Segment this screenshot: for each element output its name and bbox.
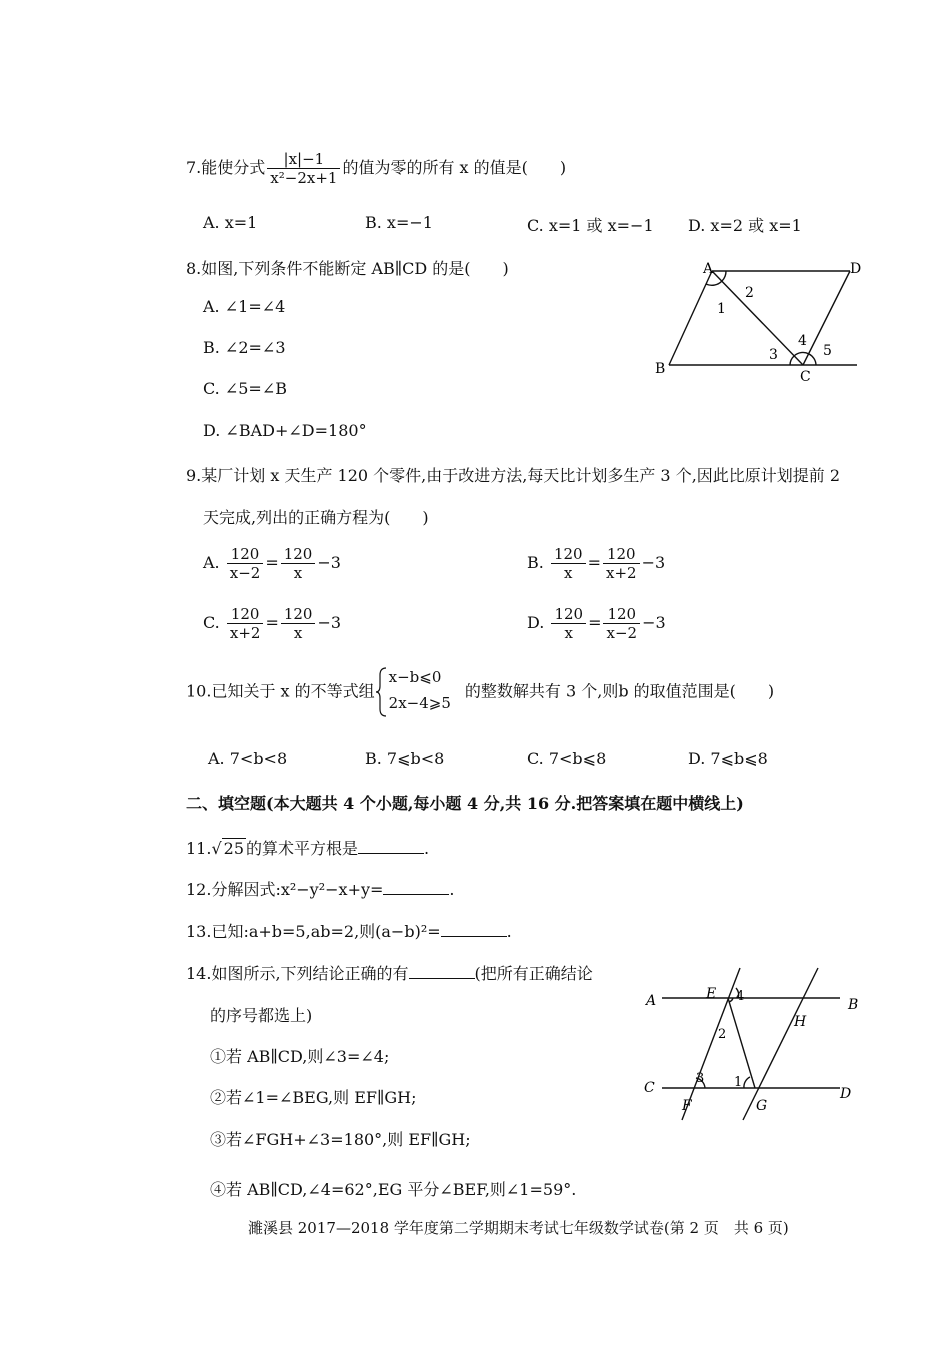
q14-answer-blank[interactable] xyxy=(409,964,475,979)
q8-angle-5: 5 xyxy=(823,343,832,359)
q14-item-3: ③若∠FGH+∠3=180°,则 EF∥GH; xyxy=(210,1130,471,1149)
q9-d-d1: x xyxy=(564,624,573,642)
q11-prefix: 11. xyxy=(186,839,212,858)
q14-label-f: F xyxy=(682,1098,692,1114)
q10-option-c: C. 7<b⩽8 xyxy=(527,749,607,768)
q8-option-b: B. ∠2=∠3 xyxy=(203,338,286,357)
q14-angle-3: 3 xyxy=(696,1071,705,1086)
q7-fraction xyxy=(267,150,340,187)
q11-suffix: 的算术平方根是 xyxy=(246,839,359,858)
q7-frac-den: x²−2x+1 xyxy=(270,169,338,187)
q12-answer-blank[interactable] xyxy=(383,880,449,895)
q9-b-label: B. xyxy=(527,553,544,572)
q9-a-n1: 120 xyxy=(227,545,264,564)
q9-c-label: C. xyxy=(203,613,220,632)
q9-c-frac2 xyxy=(281,605,316,642)
q9-line1: 9.某厂计划 x 天生产 120 个零件,由于改进方法,每天比计划多生产 3 个,因此比原计划提前 2 xyxy=(186,466,841,485)
q9-line2: 天完成,列出的正确方程为( ) xyxy=(203,508,429,527)
q9-a-d1: x−2 xyxy=(229,564,261,582)
q9-option-d xyxy=(527,605,666,642)
q9-b-n2: 120 xyxy=(603,545,640,564)
q8-option-c: C. ∠5=∠B xyxy=(203,379,287,398)
q14-item-4: ④若 AB∥CD,∠4=62°,EG 平分∠BEF,则∠1=59°. xyxy=(210,1180,577,1199)
q14-label-h: H xyxy=(794,1014,807,1030)
q14-figure xyxy=(640,962,870,1132)
q9-b-tail: −3 xyxy=(641,553,666,572)
q8-angle-4: 4 xyxy=(798,333,807,349)
q9-d-frac2 xyxy=(603,605,640,642)
q11-answer-blank[interactable] xyxy=(358,839,424,854)
q9-d-tail: −3 xyxy=(642,613,666,632)
q10-prefix: 10.已知关于 x 的不等式组 xyxy=(186,681,375,701)
q10-suffix: 的整数解共有 3 个,则b 的取值范围是( ) xyxy=(464,681,775,701)
q11-sqrt: √ 25 xyxy=(211,839,245,858)
q9-d-label: D. xyxy=(527,613,545,632)
q9-c-frac1 xyxy=(227,605,264,642)
q14-label-g: G xyxy=(756,1098,768,1114)
q13-end: . xyxy=(506,922,512,941)
q7-option-a: A. x=1 xyxy=(203,213,258,232)
q9-d-frac1 xyxy=(551,605,586,642)
q8-label-b: B xyxy=(655,361,666,377)
q7-suffix: 的值为零的所有 x 的值是( ) xyxy=(342,158,567,177)
q9-b-frac2 xyxy=(603,545,640,582)
page-footer: 濉溪县 2017—2018 学年度第二学期期末考试七年级数学试卷(第 2 页 共 6 页) xyxy=(248,1219,789,1237)
q9-c-eq: = xyxy=(265,613,279,632)
q14-line1a: 14.如图所示,下列结论正确的有 xyxy=(186,964,409,983)
q9-option-c xyxy=(203,605,341,642)
q9-c-n1: 120 xyxy=(227,605,264,624)
q12-text: 12.分解因式:x²−y²−x+y= xyxy=(186,880,384,899)
q13-text: 13.已知:a+b=5,ab=2,则(a−b)²= xyxy=(186,922,441,941)
q14-label-b: B xyxy=(848,997,859,1013)
q8-option-d: D. ∠BAD+∠D=180° xyxy=(203,421,367,440)
q9-a-eq: = xyxy=(265,553,279,572)
q9-d-d2: x−2 xyxy=(606,624,638,642)
q8-angle-3: 3 xyxy=(769,347,778,363)
q9-b-d2: x+2 xyxy=(605,564,637,582)
q9-c-d2: x xyxy=(293,624,303,642)
q9-a-frac1 xyxy=(227,545,264,582)
q7-option-d: D. x=2 或 x=1 xyxy=(688,216,802,235)
q14-label-e: E xyxy=(706,986,717,1002)
q8-option-a: A. ∠1=∠4 xyxy=(203,297,286,316)
q8-figure xyxy=(645,255,870,385)
q14-angle-4: 4 xyxy=(736,989,745,1004)
q9-a-d2: x xyxy=(293,564,303,582)
q10-option-a: A. 7<b<8 xyxy=(208,749,288,768)
q14-line2: 的序号都选上) xyxy=(210,1006,313,1025)
section-2-heading: 二、填空题(本大题共 4 个小题,每小题 4 分,共 16 分.把答案填在题中横线上) xyxy=(186,794,744,813)
q8-label-d: D xyxy=(850,261,862,277)
q14-label-c: C xyxy=(644,1080,655,1096)
q9-option-b xyxy=(527,545,665,582)
q14-label-d: D xyxy=(840,1086,852,1102)
q8-angle-1: 1 xyxy=(717,301,726,317)
q9-c-n2: 120 xyxy=(281,605,316,624)
q9-option-a xyxy=(203,545,341,582)
q7-option-b: B. x=−1 xyxy=(365,213,433,232)
q10-ineq-1: x−b⩽0 xyxy=(388,668,442,686)
q9-b-n1: 120 xyxy=(551,545,586,564)
q10-brace xyxy=(375,667,387,717)
q9-a-frac2 xyxy=(281,545,316,582)
q11-end: . xyxy=(424,839,430,858)
q14-item-2: ②若∠1=∠BEG,则 EF∥GH; xyxy=(210,1088,417,1107)
q9-d-n1: 120 xyxy=(551,605,586,624)
q8-stem: 8.如图,下列条件不能断定 AB∥CD 的是( ) xyxy=(186,259,509,278)
q10-stem xyxy=(186,666,774,714)
q9-b-eq: = xyxy=(587,553,601,572)
q9-d-eq: = xyxy=(588,613,602,632)
q13-stem xyxy=(186,919,512,942)
q8-angle-2: 2 xyxy=(745,285,754,301)
q11-radicand: 25 xyxy=(223,839,245,858)
q11-stem xyxy=(186,836,429,859)
q14-angle-1: 1 xyxy=(734,1075,743,1090)
q9-a-tail: −3 xyxy=(317,553,341,572)
q12-stem xyxy=(186,877,455,900)
q14-angle-2: 2 xyxy=(718,1027,727,1042)
q14-line1b: (把所有正确结论 xyxy=(474,964,593,983)
q14-item-1: ①若 AB∥CD,则∠3=∠4; xyxy=(210,1047,390,1066)
q8-label-c: C xyxy=(800,369,811,385)
q9-a-label: A. xyxy=(203,553,220,572)
q10-ineq-2: 2x−4⩾5 xyxy=(388,694,451,712)
q10-system xyxy=(375,666,451,714)
q9-b-frac1 xyxy=(551,545,586,582)
q7-prefix: 7.能使分式 xyxy=(186,158,266,177)
q7-option-c: C. x=1 或 x=−1 xyxy=(527,216,654,235)
q10-option-d: D. 7⩽b⩽8 xyxy=(688,749,768,768)
q9-d-n2: 120 xyxy=(603,605,640,624)
q13-answer-blank[interactable] xyxy=(441,922,507,937)
q14-line1 xyxy=(186,961,593,984)
q7-frac-num: |x|−1 xyxy=(267,150,340,169)
q9-b-d1: x xyxy=(564,564,573,582)
q8-label-a: A xyxy=(703,261,714,277)
q9-c-d1: x+2 xyxy=(229,624,261,642)
q14-label-a: A xyxy=(646,993,657,1009)
q9-c-tail: −3 xyxy=(317,613,342,632)
q12-end: . xyxy=(449,880,455,899)
q10-option-b: B. 7⩽b<8 xyxy=(365,749,445,768)
q9-a-n2: 120 xyxy=(281,545,316,564)
q7-stem xyxy=(186,150,566,187)
